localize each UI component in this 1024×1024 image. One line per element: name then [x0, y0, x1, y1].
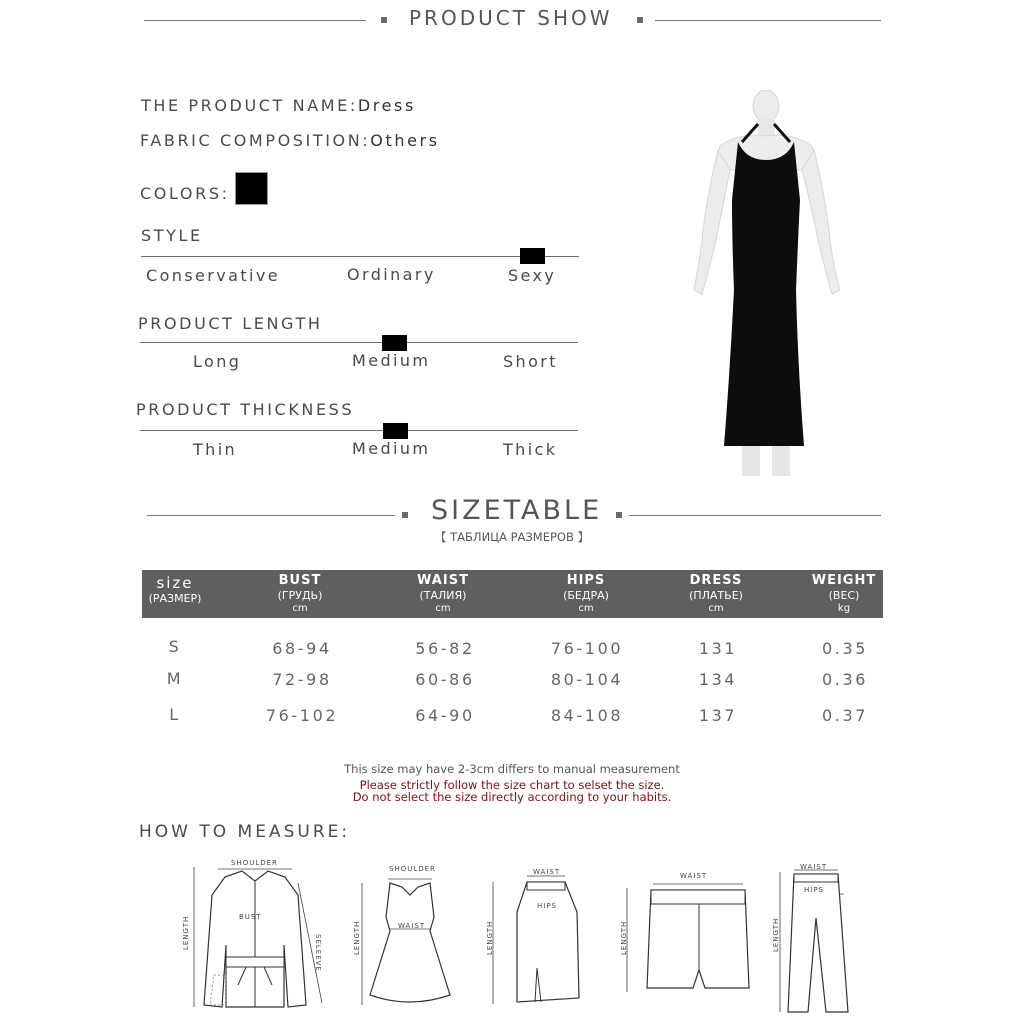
- col-dress: [661, 573, 771, 614]
- style-option-conservative: Conservative: [146, 266, 280, 285]
- col-weight-unit: kg: [837, 603, 851, 614]
- cell-weight: 0.36: [821, 670, 869, 689]
- fabric-value: Others: [370, 131, 440, 150]
- jacket-sleeve-label: SELEEVE: [314, 934, 322, 972]
- cell-bust: 76-102: [265, 706, 339, 725]
- header-rule-left: [144, 20, 366, 21]
- cell-bust: 68-94: [272, 639, 332, 658]
- pants-waistband: [794, 874, 838, 882]
- style-option-sexy: Sexy: [508, 266, 557, 285]
- color-swatch-black[interactable]: [235, 172, 268, 205]
- style-title: STYLE: [141, 226, 203, 245]
- jacket-shoulder-label: SHOULDER: [231, 859, 278, 867]
- thickness-option-thin: Thin: [193, 440, 238, 459]
- cell-dress: 131: [698, 639, 738, 658]
- shorts-waist-label: WAIST: [680, 872, 708, 880]
- jacket-bust-label: BUST: [239, 913, 262, 921]
- col-dress-ru: (ПЛАТЬЕ): [689, 589, 743, 602]
- dress-diagram: [350, 865, 470, 1015]
- style-option-ordinary: Ordinary: [347, 265, 436, 284]
- skirt-waistband: [527, 882, 565, 890]
- mannequin-arm-right: [802, 150, 840, 294]
- header-dot-left: [381, 17, 387, 23]
- thickness-option-medium: Medium: [352, 439, 431, 458]
- length-option-medium: Medium: [352, 351, 431, 370]
- col-bust-unit: cm: [292, 603, 308, 614]
- length-scale-marker: [382, 335, 407, 351]
- product-show-title: PRODUCT SHOW: [409, 6, 613, 30]
- length-title: PRODUCT LENGTH: [138, 314, 323, 333]
- colors-label: COLORS:: [140, 184, 230, 203]
- col-waist-name: WAIST: [417, 573, 469, 588]
- pants-length-label: LENGTH: [772, 917, 780, 952]
- col-bust-name: BUST: [278, 573, 322, 588]
- sizetable-dot-right: [616, 512, 622, 518]
- col-waist-unit: cm: [435, 603, 451, 614]
- sizetable-dot-left: [402, 512, 408, 518]
- col-bust: [245, 573, 355, 614]
- thickness-scale-line: [140, 430, 578, 431]
- col-size-ru: (РАЗМЕР): [148, 592, 202, 605]
- skirt-diagram: [483, 868, 593, 1013]
- length-option-long: Long: [193, 352, 242, 371]
- cell-size: M: [166, 669, 184, 688]
- header-dot-right: [637, 17, 643, 23]
- pants-hips-label: HIPS: [804, 886, 824, 894]
- col-bust-ru: (ГРУДЬ): [277, 589, 323, 602]
- how-to-measure-title: HOW TO MEASURE:: [139, 822, 351, 842]
- cell-weight: 0.37: [821, 706, 869, 725]
- mannequin-arm-left: [694, 150, 730, 294]
- mannequin-leg-left: [742, 446, 760, 476]
- col-hips-name: HIPS: [566, 573, 606, 588]
- style-scale-marker: [520, 248, 545, 264]
- dress-length-label: LENGTH: [353, 920, 361, 955]
- jacket-belt: [226, 957, 284, 967]
- note-measurement: This size may have 2-3cm differs to manual measurement: [344, 762, 680, 776]
- col-waist-ru: (ТАЛИЯ): [419, 589, 467, 602]
- shorts-length-label: LENGTH: [620, 920, 628, 955]
- cell-dress: 137: [698, 706, 738, 725]
- product-name-row: [141, 96, 416, 115]
- cell-weight: 0.35: [821, 639, 869, 658]
- sizetable-title: SIZETABLE: [431, 495, 603, 526]
- product-image: [680, 90, 850, 480]
- dress-outline: [370, 883, 450, 1002]
- col-weight-name: WEIGHT: [811, 573, 877, 588]
- thickness-scale-marker: [383, 423, 408, 439]
- shorts-diagram: [615, 870, 765, 1005]
- pants-diagram: [768, 860, 868, 1018]
- col-weight: [789, 573, 899, 614]
- sizetable-rule-left: [147, 515, 395, 516]
- note-habits: Do not select the size directly according to your habits.: [352, 790, 672, 804]
- product-name-value: Dress: [357, 96, 416, 115]
- length-option-short: Short: [503, 352, 558, 371]
- product-name-label: THE PRODUCT NAME:: [141, 96, 358, 115]
- cell-bust: 72-98: [272, 670, 332, 689]
- shorts-outline: [647, 890, 749, 988]
- cell-waist: 64-90: [415, 706, 475, 725]
- cell-size: L: [169, 705, 181, 724]
- fabric-label: FABRIC COMPOSITION:: [140, 131, 371, 150]
- mannequin-leg-right: [772, 446, 790, 476]
- cell-hips: 76-100: [550, 639, 624, 658]
- header-rule-right: [655, 20, 881, 21]
- cell-waist: 60-86: [415, 670, 475, 689]
- col-hips: [531, 573, 641, 614]
- col-size-name: size: [156, 574, 194, 592]
- length-scale-line: [140, 342, 578, 343]
- shorts-waistband: [651, 890, 745, 904]
- col-dress-unit: cm: [708, 603, 724, 614]
- style-scale-line: [141, 256, 579, 257]
- cell-hips: 84-108: [550, 706, 624, 725]
- col-size: [120, 574, 230, 606]
- pants-waist-label: WAIST: [800, 863, 828, 871]
- pants-outline: [788, 874, 848, 1012]
- cell-size: S: [168, 637, 182, 656]
- col-weight-ru: (ВЕС): [828, 589, 860, 602]
- dress-body: [724, 142, 804, 446]
- dress-shoulder-label: SHOULDER: [389, 865, 436, 873]
- col-hips-ru: (БЕДРА): [563, 589, 609, 602]
- col-dress-name: DRESS: [689, 573, 743, 588]
- jacket-diagram: [180, 855, 330, 1015]
- sizetable-subtitle: 【 ТАБЛИЦА РАЗМЕРОВ 】: [434, 530, 590, 544]
- skirt-outline: [517, 882, 579, 1002]
- dress-waist-label: WAIST: [398, 922, 426, 930]
- sizetable-rule-right: [629, 515, 881, 516]
- thickness-option-thick: Thick: [503, 440, 558, 459]
- skirt-waist-label: WAIST: [533, 868, 561, 876]
- note-follow-chart: Please strictly follow the size chart to selset the size.: [359, 778, 665, 792]
- cell-dress: 134: [698, 670, 738, 689]
- thickness-title: PRODUCT THICKNESS: [136, 400, 355, 419]
- cell-waist: 56-82: [415, 639, 475, 658]
- mannequin-head: [753, 90, 779, 122]
- col-waist: [388, 573, 498, 614]
- skirt-hips-label: HIPS: [537, 902, 557, 910]
- jacket-length-label: LENGTH: [182, 915, 190, 950]
- col-hips-unit: cm: [578, 603, 594, 614]
- fabric-row: [140, 131, 440, 150]
- skirt-length-label: LENGTH: [486, 920, 494, 955]
- cell-hips: 80-104: [550, 670, 624, 689]
